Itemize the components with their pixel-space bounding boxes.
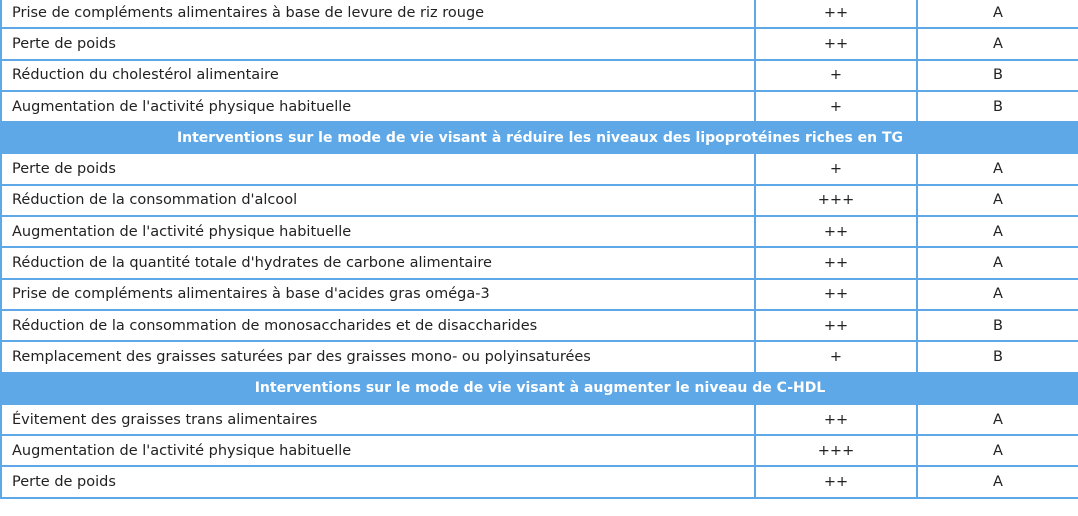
table-row bbox=[1, 435, 1078, 466]
evidence-level: A bbox=[917, 466, 1078, 497]
intervention-label: Réduction de la consommation de monosaccharides et de disaccharides bbox=[1, 310, 755, 341]
evidence-level: B bbox=[917, 341, 1078, 372]
table-row bbox=[1, 185, 1078, 216]
table-row bbox=[1, 310, 1078, 341]
table-row bbox=[1, 28, 1078, 59]
evidence-level: B bbox=[917, 310, 1078, 341]
evidence-level: A bbox=[917, 185, 1078, 216]
section-header-row bbox=[1, 122, 1078, 153]
intervention-label: Prise de compléments alimentaires à base de levure de riz rouge bbox=[1, 0, 755, 28]
section-header-row bbox=[1, 373, 1078, 404]
effect-magnitude: + bbox=[755, 60, 917, 91]
table-row bbox=[1, 404, 1078, 435]
evidence-level: A bbox=[917, 28, 1078, 59]
intervention-label: Réduction de la quantité totale d'hydrates de carbone alimentaire bbox=[1, 247, 755, 278]
table-row bbox=[1, 247, 1078, 278]
table-row bbox=[1, 91, 1078, 122]
evidence-level: A bbox=[917, 279, 1078, 310]
intervention-label: Prise de compléments alimentaires à base d'acides gras oméga-3 bbox=[1, 279, 755, 310]
table-row bbox=[1, 60, 1078, 91]
evidence-level: A bbox=[917, 0, 1078, 28]
table-row bbox=[1, 341, 1078, 372]
intervention-label: Perte de poids bbox=[1, 28, 755, 59]
evidence-level: A bbox=[917, 153, 1078, 184]
intervention-label: Augmentation de l'activité physique habituelle bbox=[1, 216, 755, 247]
table-row bbox=[1, 153, 1078, 184]
section-header: Interventions sur le mode de vie visant à réduire les niveaux des lipoprotéines riches en TG bbox=[1, 122, 1078, 153]
effect-magnitude: +++ bbox=[755, 185, 917, 216]
effect-magnitude: +++ bbox=[755, 435, 917, 466]
effect-magnitude: + bbox=[755, 91, 917, 122]
intervention-label: Remplacement des graisses saturées par des graisses mono- ou polyinsaturées bbox=[1, 341, 755, 372]
table-row bbox=[1, 216, 1078, 247]
evidence-level: A bbox=[917, 216, 1078, 247]
effect-magnitude: ++ bbox=[755, 28, 917, 59]
effect-magnitude: ++ bbox=[755, 466, 917, 497]
effect-magnitude: ++ bbox=[755, 279, 917, 310]
effect-magnitude: ++ bbox=[755, 0, 917, 28]
intervention-label: Augmentation de l'activité physique habituelle bbox=[1, 91, 755, 122]
effect-magnitude: ++ bbox=[755, 247, 917, 278]
intervention-label: Perte de poids bbox=[1, 466, 755, 497]
effect-magnitude: ++ bbox=[755, 310, 917, 341]
evidence-level: A bbox=[917, 247, 1078, 278]
section-header: Interventions sur le mode de vie visant à augmenter le niveau de C-HDL bbox=[1, 373, 1078, 404]
effect-magnitude: ++ bbox=[755, 216, 917, 247]
evidence-level: B bbox=[917, 91, 1078, 122]
effect-magnitude: + bbox=[755, 341, 917, 372]
evidence-level: B bbox=[917, 60, 1078, 91]
table-row bbox=[1, 279, 1078, 310]
effect-magnitude: + bbox=[755, 153, 917, 184]
evidence-level: A bbox=[917, 404, 1078, 435]
intervention-label: Réduction du cholestérol alimentaire bbox=[1, 60, 755, 91]
table-row bbox=[1, 0, 1078, 28]
intervention-label: Évitement des graisses trans alimentaires bbox=[1, 404, 755, 435]
evidence-level: A bbox=[917, 435, 1078, 466]
intervention-label: Réduction de la consommation d'alcool bbox=[1, 185, 755, 216]
effect-magnitude: ++ bbox=[755, 404, 917, 435]
intervention-label: Augmentation de l'activité physique habituelle bbox=[1, 435, 755, 466]
intervention-label: Perte de poids bbox=[1, 153, 755, 184]
table-row bbox=[1, 466, 1078, 497]
